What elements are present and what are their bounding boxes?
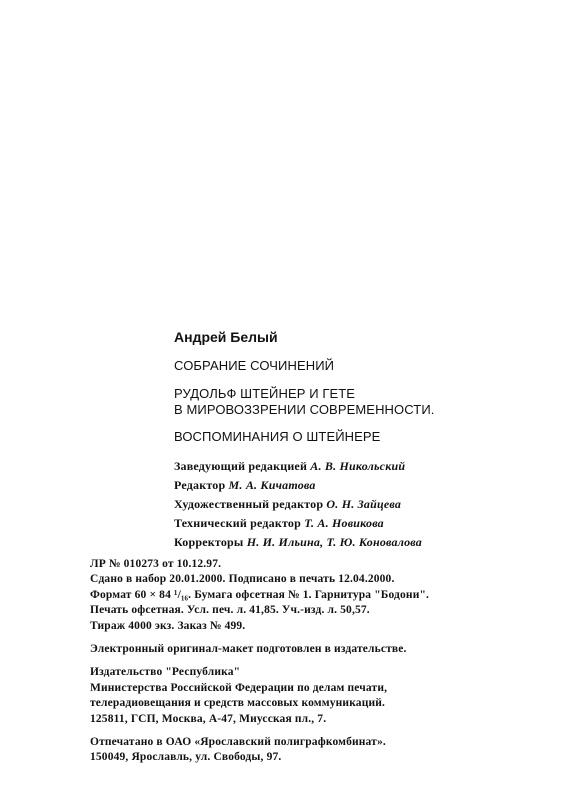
book-title — [174, 386, 435, 418]
author-name: Андрей Белый — [174, 329, 278, 345]
staff-entry — [174, 457, 422, 476]
book-subtitle: ВОСПОМИНАНИЯ О ШТЕЙНЕРЕ — [174, 429, 381, 444]
staff-name: А. В. Никольский — [310, 459, 406, 473]
publication-line: Сдано в набор 20.01.2000. Подписано в печать 12.04.2000. — [90, 573, 395, 586]
layout-note-line: Электронный оригинал-макет подготовлен в издательстве. — [90, 643, 407, 656]
book-title-line: В МИРОВОЗЗРЕНИИ СОВРЕМЕННОСТИ. — [174, 402, 435, 417]
printer-line: 150049, Ярославль, ул. Свободы, 97. — [90, 751, 282, 764]
staff-entry — [174, 495, 422, 514]
staff-role: Корректоры — [174, 535, 244, 549]
staff-entry — [174, 476, 422, 495]
staff-name: М. А. Кичатова — [228, 478, 316, 492]
publisher-line: Министерства Российской Федерации по делам печати, — [90, 681, 388, 694]
publication-line: Печать офсетная. Усл. печ. л. 41,85. Уч.-изд. л. 50,57. — [90, 604, 370, 617]
publisher-line: 125811, ГСП, Москва, А-47, Миусская пл., 7. — [90, 712, 327, 725]
imprint-block — [90, 557, 550, 774]
book-title-line: РУДОЛЬФ ШТЕЙНЕР И ГЕТЕ — [174, 386, 356, 401]
publisher-details — [90, 665, 550, 727]
publication-line: ЛР № 010273 от 10.12.97. — [90, 558, 222, 570]
staff-role: Редактор — [174, 478, 226, 492]
editorial-staff-list — [174, 457, 422, 552]
publication-details — [90, 557, 550, 634]
staff-name: Т. А. Новикова — [304, 516, 384, 530]
layout-note — [90, 642, 550, 657]
staff-role: Технический редактор — [174, 516, 302, 530]
staff-name: О. Н. Зайцева — [326, 497, 402, 511]
publisher-line: телерадиовещания и средств массовых коммуникаций. — [90, 697, 386, 710]
publication-line: Тираж 4000 экз. Заказ № 499. — [90, 619, 246, 632]
publisher-line: Издательство "Республика" — [90, 666, 241, 679]
staff-name: Н. И. Ильина, Т. Ю. Коновалова — [246, 535, 422, 549]
series-title: СОБРАНИЕ СОЧИНЕНИЙ — [174, 358, 335, 373]
staff-role: Заведующий редакцией — [174, 459, 308, 473]
staff-entry — [174, 533, 422, 552]
staff-role: Художественный редактор — [174, 497, 324, 511]
printer-line: Отпечатано в ОАО «Ярославский полиграфкомбинат». — [90, 736, 386, 749]
staff-entry — [174, 514, 422, 533]
publication-line: Формат 60 × 84 ¹/₁₆. Бумага офсетная № 1. Гарнитура "Бодони". — [90, 588, 430, 601]
printer-details — [90, 735, 550, 766]
